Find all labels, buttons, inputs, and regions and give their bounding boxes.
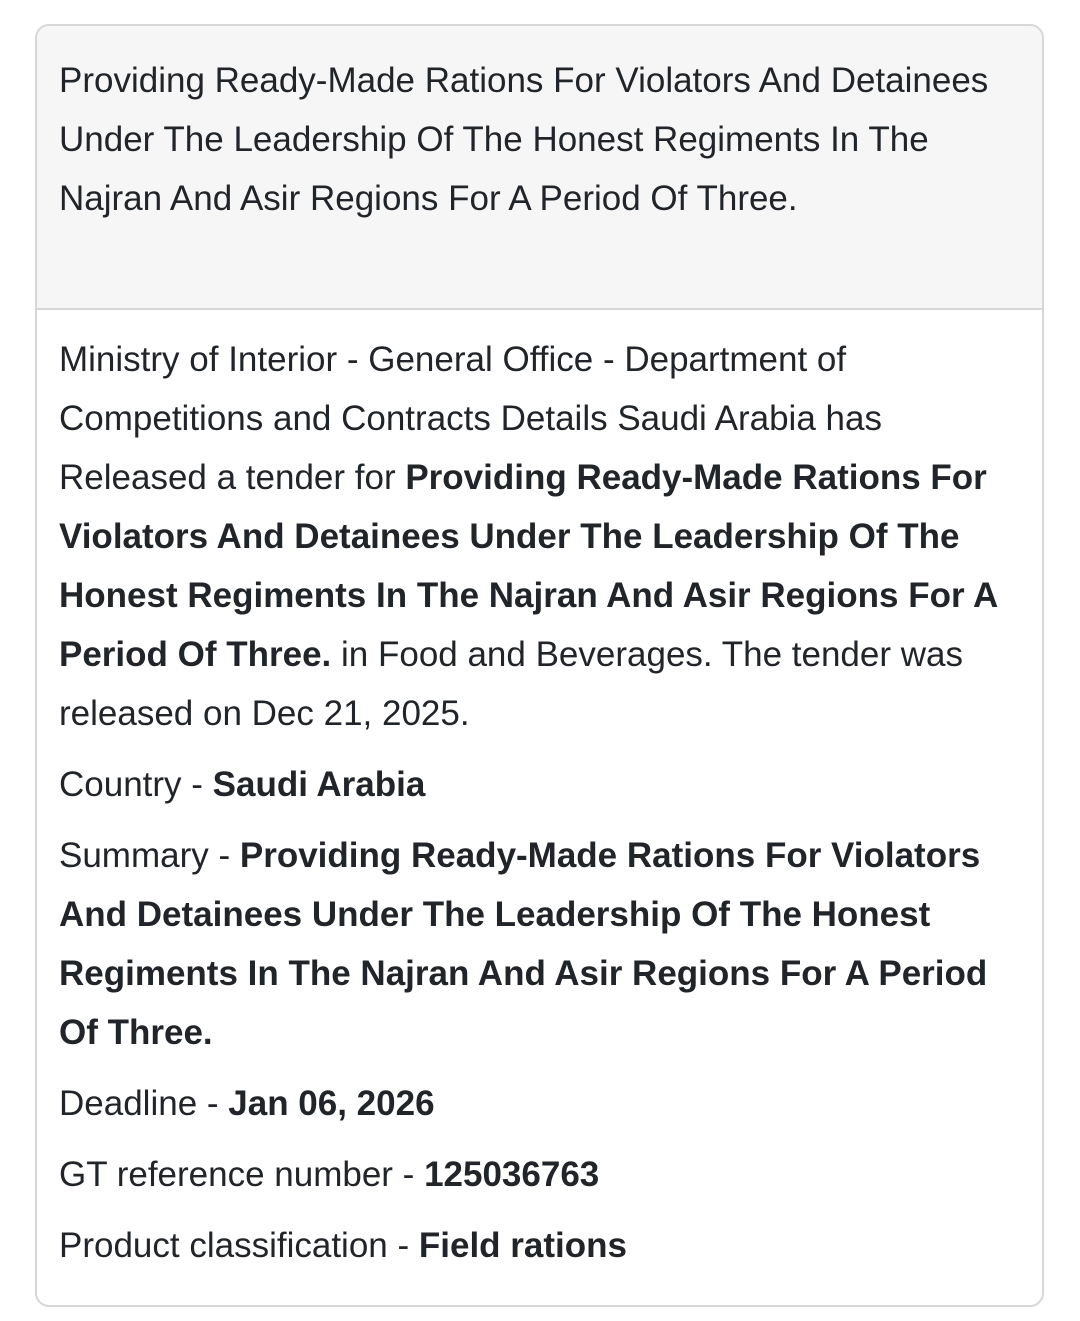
reference-value: 125036763 [424, 1155, 600, 1194]
description-suffix: in Food and Beverages. The tender was released on Dec 21, 2025. [59, 635, 963, 733]
country-value: Saudi Arabia [212, 765, 426, 804]
country-label: Country - [59, 765, 213, 804]
tender-details [37, 310, 1042, 1275]
summary-row [59, 826, 1020, 1062]
classification-value: Field rations [418, 1226, 627, 1265]
description-middle: Details Saudi Arabia has Released a tender for [59, 399, 882, 497]
organization-name: Ministry of Interior - General Office - Department of Competitions and Contracts [59, 340, 847, 438]
tender-title: Providing Ready-Made Rations For Violators And Detainees Under The Leadership Of The Honest Regiments In The Najran And Asir Regions For A Period Of Three. [59, 61, 989, 218]
country-row [59, 755, 1020, 814]
reference-label: GT reference number - [59, 1155, 425, 1194]
deadline-label: Deadline - [59, 1084, 229, 1123]
classification-row [59, 1216, 1020, 1275]
classification-label: Product classification - [59, 1226, 419, 1265]
tender-card [35, 24, 1044, 1307]
tender-description [59, 330, 1020, 743]
summary-label: Summary - [59, 836, 240, 875]
tender-title-bold: Providing Ready-Made Rations For Violators And Detainees Under The Leadership Of The Honest Regiments In The Najran And Asir Regions For A Period Of Three. [59, 458, 997, 674]
reference-row [59, 1145, 1020, 1204]
deadline-row [59, 1074, 1020, 1133]
deadline-value: Jan 06, 2026 [228, 1084, 435, 1123]
tender-title-header [37, 26, 1042, 310]
summary-value: Providing Ready-Made Rations For Violators And Detainees Under The Leadership Of The Honest Regiments In The Najran And Asir Regions For A Period Of Three. [59, 836, 988, 1052]
